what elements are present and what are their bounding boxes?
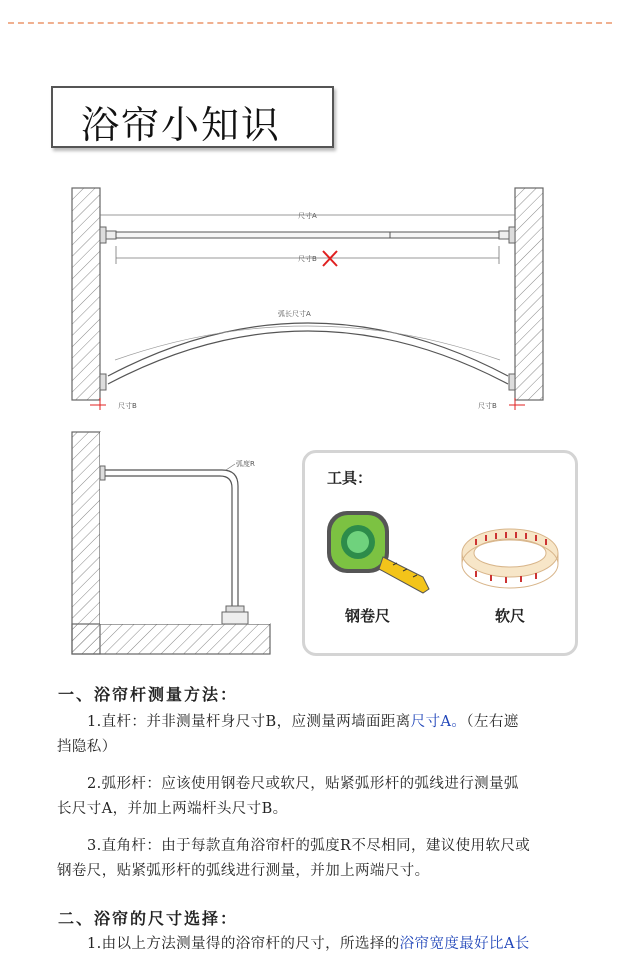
p1-text: 1.直杆：并非测量杆身尺寸B，应测量两墙面距离 (87, 714, 411, 730)
tools-panel (302, 450, 578, 656)
section1-paragraph-3 (57, 834, 577, 884)
tape-measure-icon (327, 511, 429, 593)
paragraph-1-line-1 (57, 710, 577, 735)
section2-heading: 二、浴帘的尺寸选择： (58, 909, 239, 928)
p1-highlight: 尺寸A。 (410, 714, 467, 730)
tools-title: 工具： (327, 469, 373, 487)
section1-paragraph-2 (57, 772, 577, 822)
corner-radius-label: 弧度R (236, 460, 255, 468)
curved-rod (100, 323, 515, 390)
arc-dimension-label: 弧长尺寸A (278, 310, 311, 318)
corner-left-wall (72, 432, 100, 654)
section1-paragraph-1 (57, 710, 577, 760)
soft-ruler-icon (462, 529, 558, 588)
corner-floor (72, 624, 270, 654)
wrong-cross-icon (323, 251, 337, 266)
dimension-a-label: 尺寸A (298, 212, 317, 220)
right-b-label: 尺寸B (478, 402, 497, 410)
s2-p1-text: 1.由以上方法测量得的浴帘杆的尺寸，所选择的 (87, 936, 400, 952)
paragraph-1-line-2: 挡隐私） (57, 739, 117, 755)
section2-line-1 (57, 932, 577, 957)
soft-ruler-label: 软尺 (495, 607, 526, 625)
right-wall (515, 188, 543, 400)
left-wall (72, 188, 100, 400)
paragraph-2-line-2: 长尺寸A，并加上两端杆头尺寸B。 (57, 801, 288, 817)
paragraph-3-line-2: 钢卷尺，贴紧弧形杆的弧线进行测量，并加上两端尺寸。 (57, 863, 430, 879)
paragraph-2-line-1: 2.弧形杆：应该使用钢卷尺或软尺，贴紧弧形杆的弧线进行测量弧 (87, 776, 519, 792)
section1-heading: 一、浴帘杆测量方法： (58, 685, 239, 704)
straight-rod (100, 227, 515, 243)
p1-tail: （左右遮 (466, 714, 519, 730)
tape-measure-label: 钢卷尺 (345, 607, 391, 625)
page-title: 浴帘小知识 (81, 103, 282, 147)
section2-paragraph-1 (57, 932, 577, 957)
paragraph-3-line-1: 3.直角杆：由于每款直角浴帘杆的弧度R不尽相同，建议使用软尺或 (87, 838, 531, 854)
dimension-b-label: 尺寸B (298, 255, 317, 263)
left-b-label: 尺寸B (118, 402, 137, 410)
s2-p1-highlight: 浴帘宽度最好比A长 (399, 936, 530, 952)
